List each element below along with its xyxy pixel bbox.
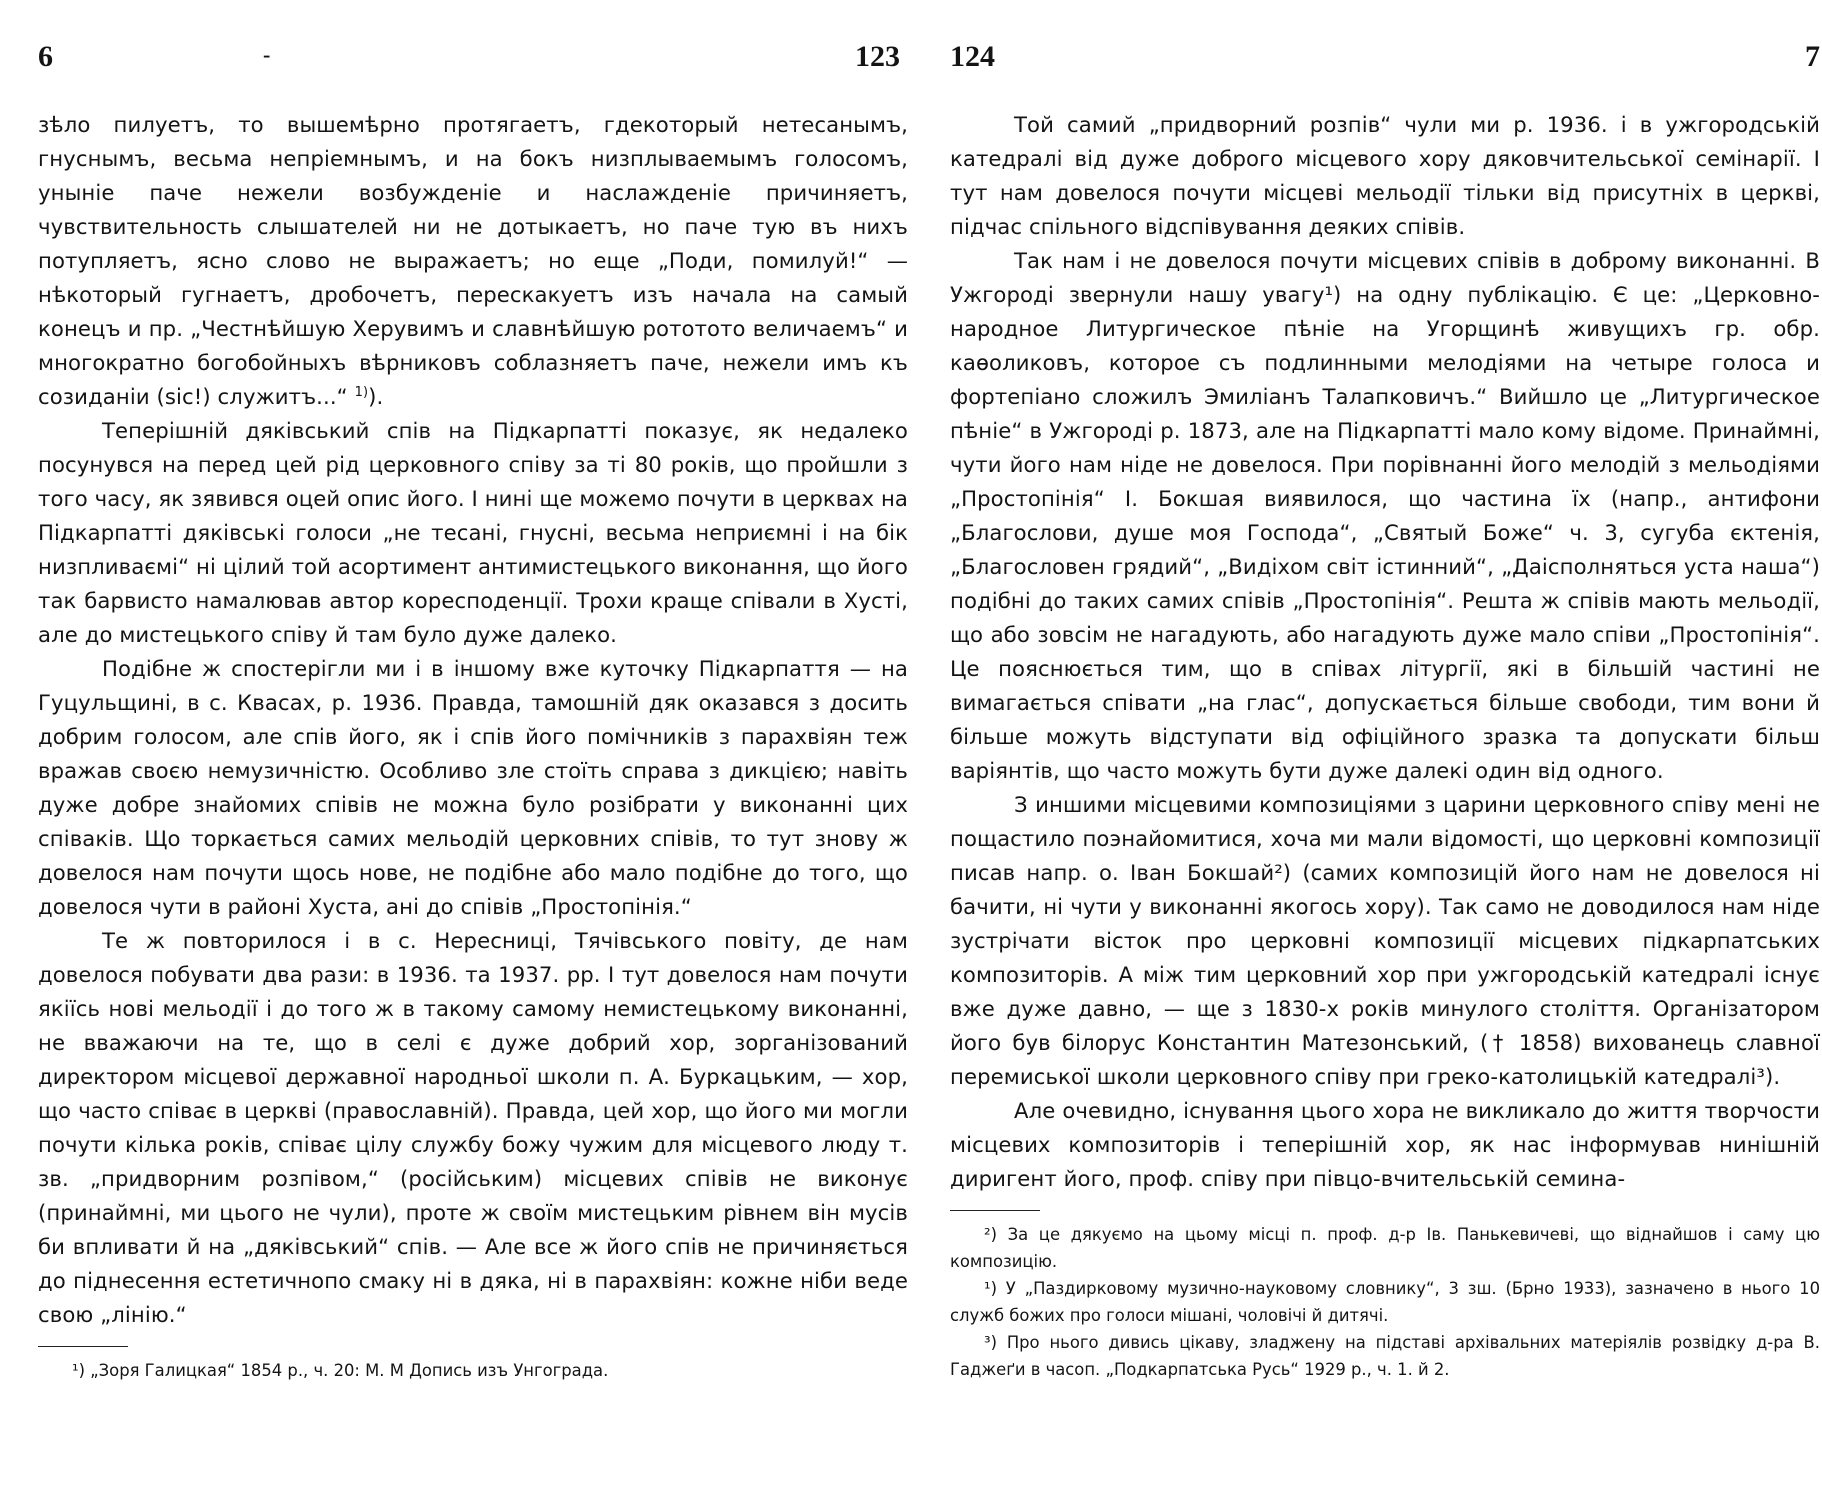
footnote: ¹) „Зоря Галицкая“ 1854 р., ч. 20: М. М Допись изъ Унгограда.	[72, 1361, 609, 1380]
right-page-body	[950, 108, 1820, 1196]
paragraph: Теперішній дяківський спів на Підкарпатті показує, як недалеко посунувся на перед цей рід церковного співу за ті 80 років, що пройшли з того часу, як зявився оцей опис його. І нині ще можемо почути в церквах на Підкарпатті дяківські голоси „не тесані, гнусні, весьма неприємні і на бік низпливаємі“ ні цілий той асортимент антимистецького виконання, що його так барвисто намалював автор коресподенції. Трохи краще співали в Хусті, але до мистецького співу й там було дуже далеко.	[38, 418, 908, 647]
footnote: ²) За це дякуємо на цьому місці п. проф. д-р Ів. Панькевичеві, що віднайшов і саму цю композицію.	[950, 1225, 1820, 1271]
paragraph: Подібне ж спостерігли ми і в іншому вже куточку Підкарпаття — на Гуцульщині, в с. Квасах, р. 1936. Правда, тамошній дяк оказався з досить добрим голосом, але спів його, як і спів його помічників з парахвіян теж вражав своєю немузичністю. Особливо зле стоїть справа з дикцією; навіть дуже добре знайомих співів не можна було розібрати у виконанні цих співаків. Що торкається самих мельодій церковних співів, то тут знову ж довелося нам почути щось нове, не подібне або мало подібне до того, що довелося чути в районі Хуста, ані до співів „Простопінія.“	[38, 656, 908, 919]
right-footnotes	[950, 1221, 1820, 1383]
right-page-number-outer: 7	[1805, 40, 1820, 73]
paragraph: Те ж повторилося і в с. Нересниці, Тячівського повіту, де нам довелося побувати два рази: в 1936. та 1937. рр. І тут довелося нам почути якіїсь нові мельодії і до того ж в такому самому немистецькому виконанні, не вважаючи на те, що в селі є дуже добрий хор, зорганізований директором місцевої державної народньої школи п. А. Буркацьким, — хор, що часто співає в церкві (православній). Правда, цей хор, що його ми могли почути кілька років, співає цілу службу божу чужим для місцевого люду т. зв. „придворним розпівом,“ (російським) місцевих співів не виконує (принаймні, ми цього не чули), проте ж своїм мистецьким рівнем він мусів би впливати й на „дяківський“ спів. — Але все ж його спів не причиняється до піднесення естетичнопо смаку ні в дяка, ні в парахвіян: кожне ніби веде свою „лінію.“	[38, 928, 908, 1327]
left-page	[38, 40, 908, 1480]
paragraph: Той самий „придворний розпів“ чули ми р. 1936. і в ужгородській катедралі від дуже доброго місцевого хору дяковчительської семінарії. І тут нам довелося почути місцеві мельодії тільки від присутніх в церкві, підчас спільного відспівування деяких співів.	[950, 112, 1820, 239]
footnote: ¹) У „Паздирковому музично-науковому словнику“, 3 зш. (Брно 1933), зазначено в нього 10 служб божих про голоси мішані, чоловічі й дитячі.	[950, 1279, 1820, 1325]
footnote-ref: 1)	[354, 384, 369, 400]
left-page-number-outer: 6	[38, 40, 53, 73]
right-page-header	[950, 40, 1820, 88]
left-page-body	[38, 108, 908, 1332]
right-page-number-inner: 124	[950, 40, 995, 73]
left-page-header	[38, 40, 908, 88]
footnote: ³) Про нього дивись цікаву, зладжену на підставі архівальних матеріялів розвідку д-ра В. Гаджеґи в часоп. „Подкарпатська Русь“ 1929 р., ч. 1. й 2.	[950, 1333, 1820, 1379]
left-footnotes	[38, 1357, 908, 1384]
paragraph: зѣло пилуетъ, то вышемѣрно протягаетъ, гдекоторый нетесанымъ, гнуснымъ, весьма непріемнымъ, и на бокъ низплываемымъ голосомъ, уныніе паче нежели возбужденіе и наслажденіе причиняетъ, чувствительность слышателей ни не дотыкаетъ, но паче тую въ нихъ потупляетъ, ясно слово не выражаетъ; но еще „Поди, помилуй!“ — нѣкоторый гугнаетъ, дробочетъ, перескакуетъ изъ начала на самый конецъ и пр. „Честнѣйшую Херувимъ и славнѣйшую рототото величаемъ“ и многократно богобойныхъ вѣрниковъ соблазняетъ паче, нежели имъ къ созиданіи (sic!) служитъ...“ $^{1)}$).	[38, 112, 908, 409]
left-page-number-inner: 123	[855, 40, 900, 73]
paragraph: Але очевидно, існування цього хора не викликало до життя творчости місцевих композиторів і теперішній хор, як нас інформував нинішній диригент його, проф. співу при півцо-вчительській семина-	[950, 1098, 1820, 1191]
footnote-rule	[950, 1210, 1040, 1211]
footnote-rule	[38, 1346, 128, 1347]
paragraph: Так нам і не довелося почути місцевих співів в доброму виконанні. В Ужгороді звернули нашу увагу¹) на одну публікацію. Є це: „Церковно-народное Литургическое пѣніе на Угорщинѣ живущихъ гр. обр. каѳоликовъ, которое съ подлинными мелодіями на четыре голоса и фортепіано сложилъ Эмиліанъ Талапковичъ.“ Вийшло це „Литургическое пѣніе“ в Ужгороді р. 1873, але на Підкарпатті мало кому відоме. Принаймні, чути його нам ніде не довелося. При порівнанні його мелодій з мельодіями „Простопінія“ І. Бокшая виявилося, що частина їх (напр., антифони „Благослови, душе моя Господа“, „Святый Боже“ ч. 3, сугуба єктенія, „Благословен грядий“, „Видіхом світ істинний“, „Даісполняться уста наша“) подібні до таких самих співів „Простопінія“. Решта ж співів мають мельодії, що або зовсім не нагадують, або нагадують дуже мало співи „Простопінія“. Це пояснюється тим, що в співах літургії, які в більшій частині не вимагається співати „на глас“, допускається більше свободи, тим вони й більше можуть відступати від офіційного зразка та допускати більш варіянтів, що часто можуть бути дуже далекі один від одного.	[950, 248, 1820, 783]
header-mark: -	[263, 42, 271, 67]
right-page	[950, 40, 1820, 1480]
paragraph: З иншими місцевими композиціями з царини церковного співу мені не пощастило поэнайомитися, хоча ми мали відомості, що церковні композиції писав напр. о. Іван Бокшай²) (самих композицій його нам не довелося ні бачити, ні чути у виконанні якогось хору). Так само не доводилося нам ніде зустрічати вісток про церковні композиції місцевих підкарпатських композиторів. А між тим церковний хор при ужгородській катедралі існує вже дуже давно, — ще з 1830-х років минулого століття. Організатором його був білорус Константин Матезонський, († 1858) вихованець славної перемиської школи церковного співу при греко-католицькій катедралі³).	[950, 792, 1820, 1089]
